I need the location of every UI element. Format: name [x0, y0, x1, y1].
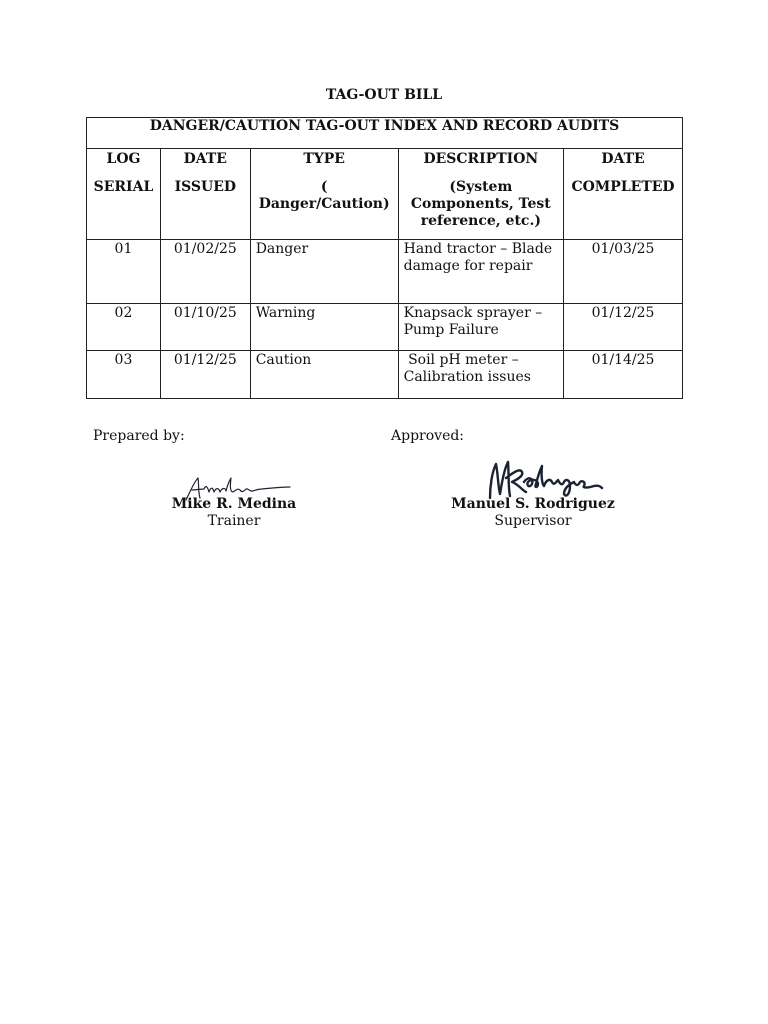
cell-description: Soil pH meter – Calibration issues: [398, 351, 563, 399]
prepared-by-label: Prepared by:: [93, 428, 185, 444]
table-row: [87, 351, 683, 399]
header-line: DATE: [183, 151, 227, 167]
approved-by-block: [423, 496, 643, 530]
header-date-issued: [160, 149, 250, 240]
cell-serial: 02: [87, 304, 161, 351]
table-row: [87, 304, 683, 351]
cell-issued: 01/12/25: [160, 351, 250, 399]
header-line: ( Danger/Caution): [258, 179, 390, 212]
cell-completed: 01/14/25: [564, 351, 683, 399]
header-line: LOG: [106, 151, 141, 167]
cell-type: Warning: [250, 304, 398, 351]
table-banner-row: [87, 118, 683, 149]
preparer-role: Trainer: [207, 513, 261, 529]
cell-completed: 01/12/25: [564, 304, 683, 351]
prepared-by-block: [134, 496, 334, 530]
cell-type: Danger: [250, 240, 398, 304]
header-line: DESCRIPTION: [423, 151, 539, 167]
cell-type: Caution: [250, 351, 398, 399]
preparer-name: Mike R. Medina: [171, 496, 297, 512]
approved-label: Approved:: [391, 428, 465, 444]
cell-completed: 01/03/25: [564, 240, 683, 304]
header-line: TYPE: [303, 151, 345, 167]
cell-description: Knapsack sprayer – Pump Failure: [398, 304, 563, 351]
header-line: DATE: [601, 151, 645, 167]
header-description: [398, 149, 563, 240]
approver-role: Supervisor: [494, 513, 572, 529]
table-banner: DANGER/CAUTION TAG-OUT INDEX AND RECORD AUDITS: [87, 118, 683, 149]
approver-name: Manuel S. Rodriguez: [451, 496, 615, 512]
cell-serial: 03: [87, 351, 161, 399]
table-header-row: [87, 149, 683, 240]
header-line: COMPLETED: [571, 179, 675, 195]
header-log-serial: [87, 149, 161, 240]
header-date-completed: [564, 149, 683, 240]
cell-issued: 01/02/25: [160, 240, 250, 304]
cell-description: Hand tractor – Blade damage for repair: [398, 240, 563, 304]
cell-issued: 01/10/25: [160, 304, 250, 351]
document-title: TAG-OUT BILL: [325, 87, 443, 103]
tagout-table: [86, 117, 683, 399]
header-type: [250, 149, 398, 240]
cell-serial: 01: [87, 240, 161, 304]
header-line: ISSUED: [174, 179, 237, 195]
header-line: SERIAL: [93, 179, 154, 195]
header-line: (System Components, Test reference, etc.): [410, 179, 551, 229]
table-row: [87, 240, 683, 304]
